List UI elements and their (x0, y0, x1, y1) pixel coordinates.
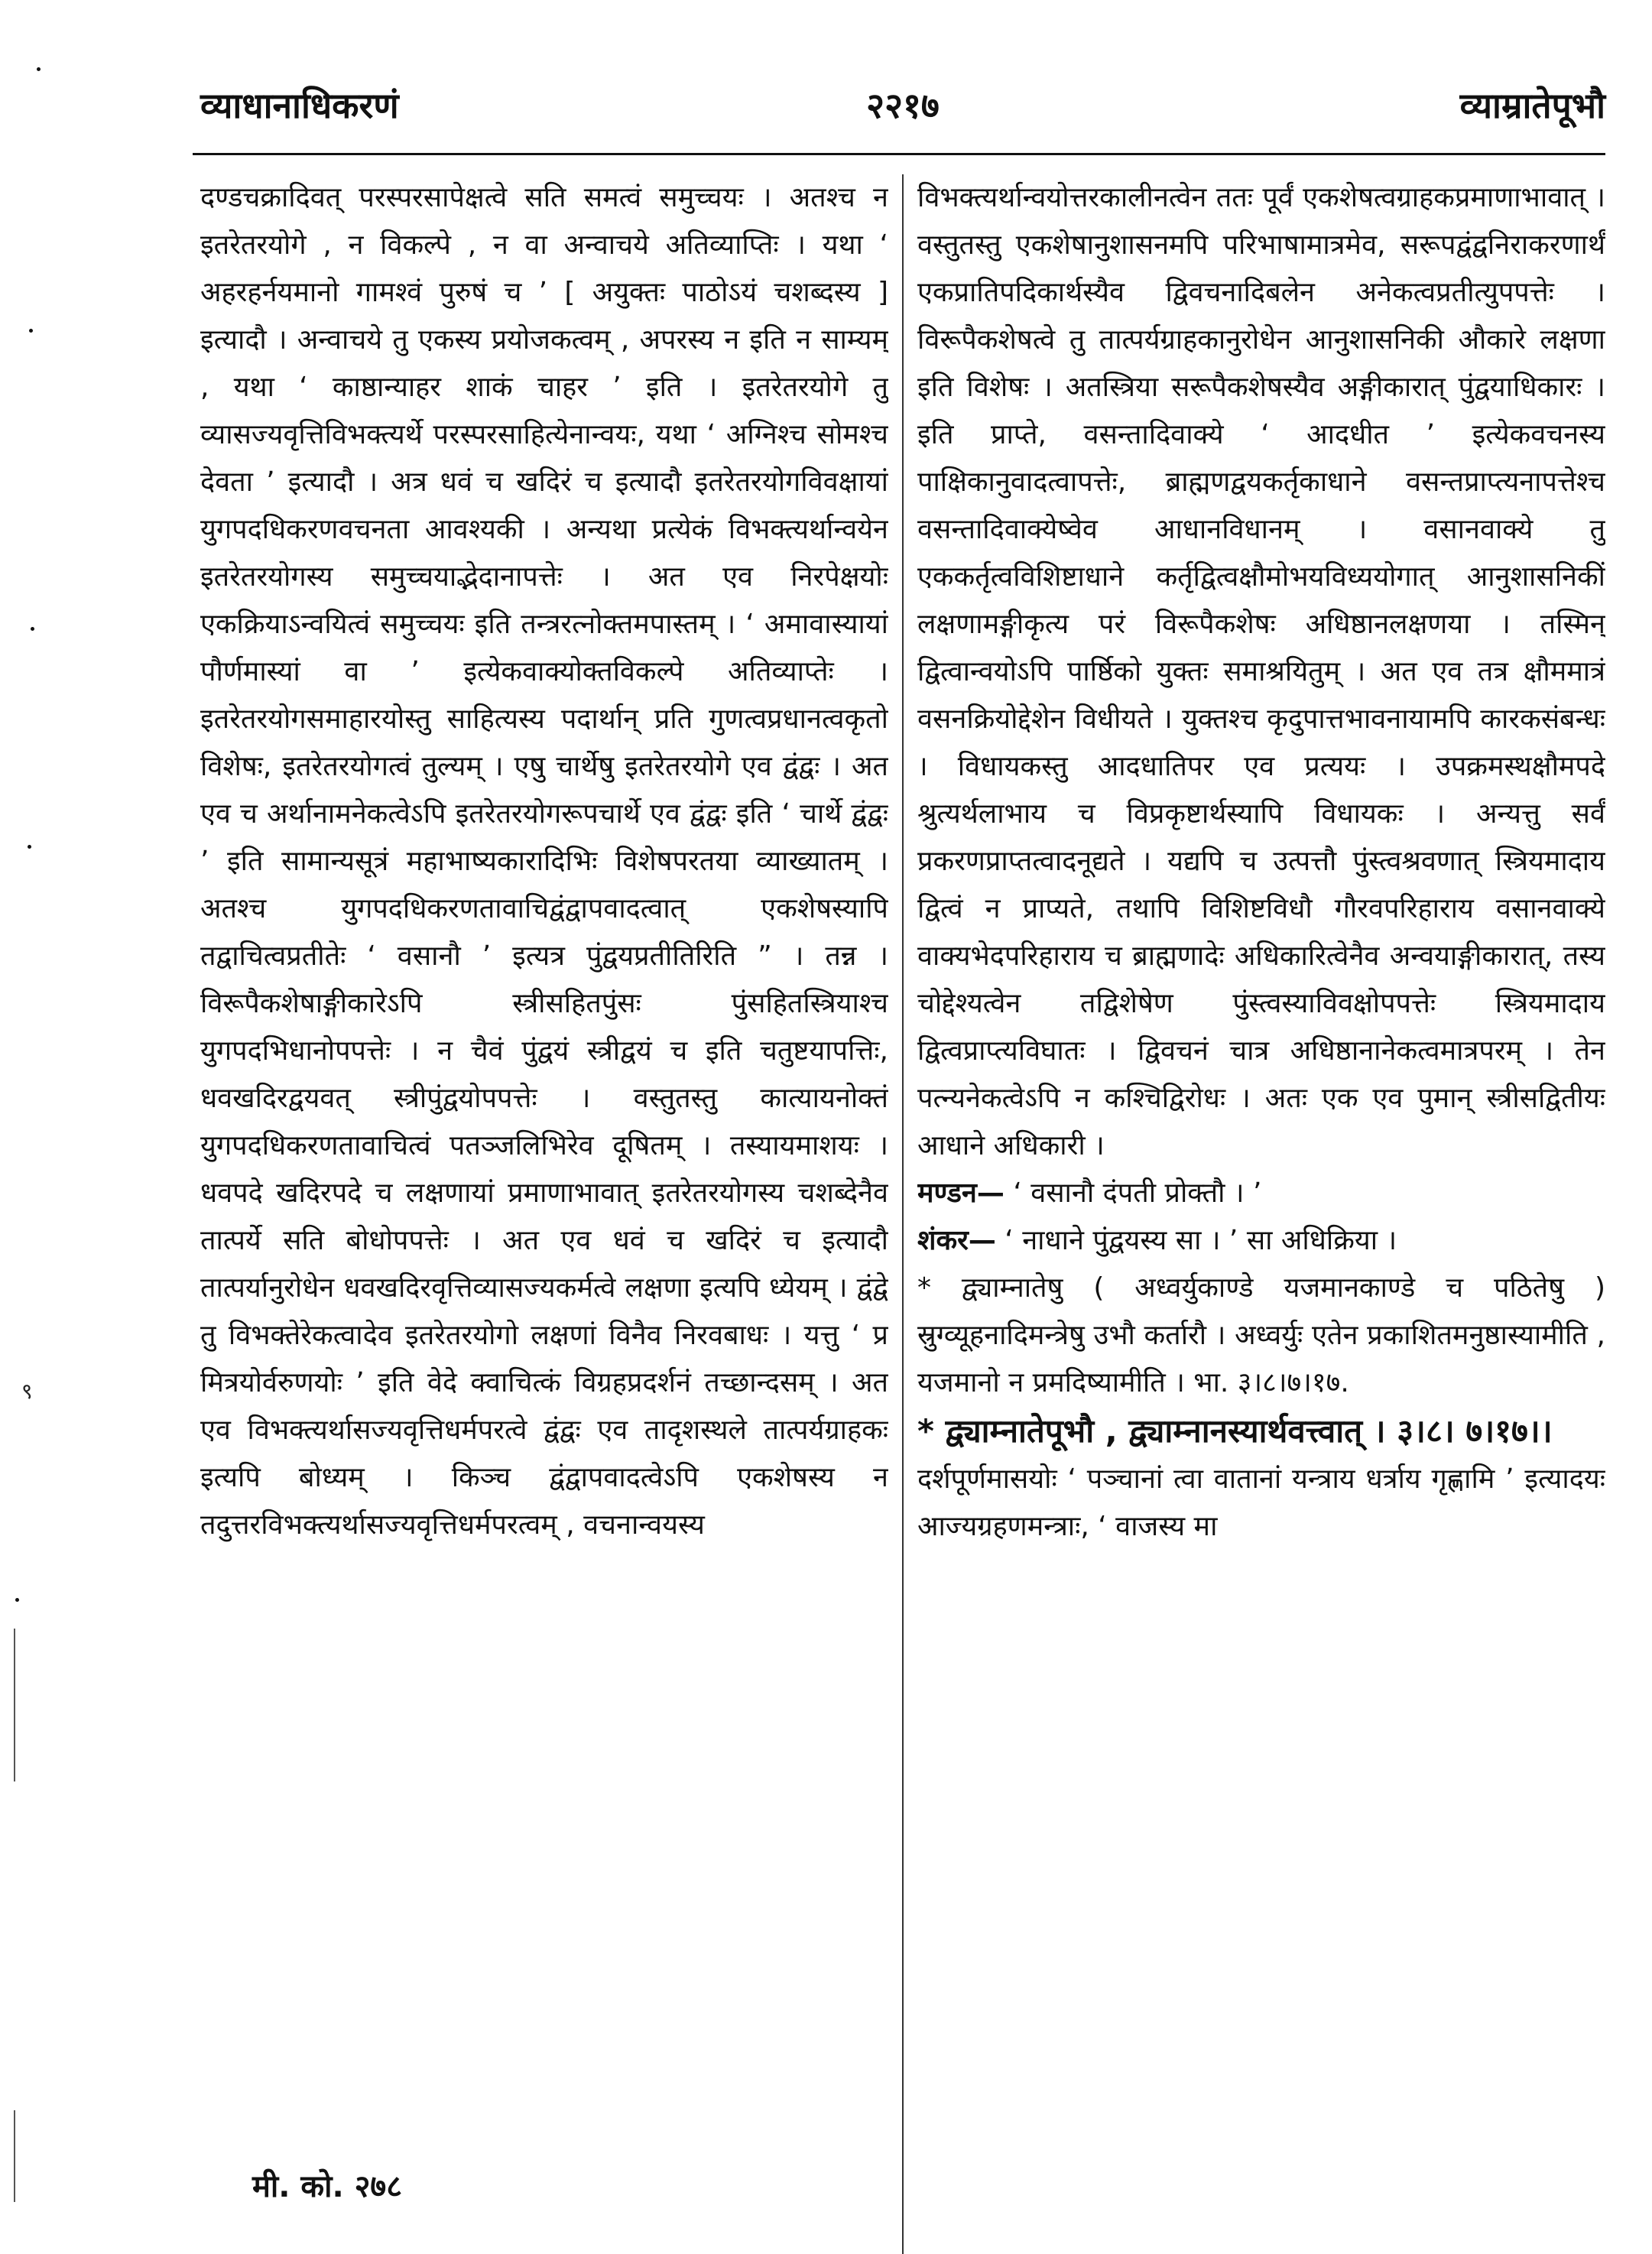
shankara-text: ‘ नाधाने पुंद्वयस्य सा । ’ सा अधिक्रिया । (995, 1225, 1397, 1256)
page-header (200, 73, 1605, 142)
running-head-left: व्याधानाधिकरणं (200, 85, 399, 126)
left-column (200, 174, 888, 2132)
margin-line (14, 2110, 15, 2202)
header-rule (193, 153, 1605, 155)
margin-speck (28, 845, 31, 849)
margin-speck (29, 329, 33, 333)
margin-line (14, 1629, 15, 1781)
mandana-verse (917, 1170, 1605, 1217)
left-column-text: दण्डचक्रादिवत् परस्परसापेक्षत्वे सति समत्वं समुच्चयः । अतश्च न इतरेतरयोगे , न विकल्पे , न वा अन्वाचये अतिव्याप्तिः । यथा ‘ अहरहर्नयमानो गामश्वं पुरुषं च ’ [ अयुक्तः पाठोऽयं चशब्दस्य ] इत्यादौ । अन्वाचये तु एकस्य प्रयोजकत्वम् , अपरस्य न इति न साम्यम् , यथा ‘ काष्ठान्याहर शाकं चाहर ’ इति । इतरेतरयोगे तु व्यासज्यवृत्तिविभक्त्यर्थे परस्परसाहित्येनान्वयः, यथा ‘ अग्निश्च सोमश्च देवता ’ इत्यादौ । अत्र धवं च खदिरं च इत्यादौ इतरेतरयोगविवक्षायां युगपदधिकरणवचनता आवश्यकी । अन्यथा प्रत्येकं विभक्त्यर्थान्वयेन इतरेतरयोगस्य समुच्चयाद्भेदानापत्तेः । अत एव निरपेक्षयोः एकक्रियाऽन्वयित्वं समुच्चयः इति तन्त्ररत्नोक्तमपास्तम् । ‘ अमावास्यायां पौर्णमास्यां वा ’ इत्येकवाक्योक्तविकल्पे अतिव्याप्तेः । इतरेतरयोगसमाहारयोस्तु साहित्यस्य पदार्थान् प्रति गुणत्वप्रधानत्वकृतो विशेषः, इतरेतरयोगत्वं तुल्यम् । एषु चार्थेषु इतरेतरयोगे एव द्वंद्वः । अत एव च अर्थानामनेकत्वेऽपि इतरेतरयोगरूपचार्थे एव द्वंद्वः इति ‘ चार्थे द्वंद्वः ’ इति सामान्यसूत्रं महाभाष्यकारादिभिः विशेषपरतया व्याख्यातम् । अतश्च युगपदधिकरणतावाचिद्वंद्वापवादत्वात् एकशेषस्यापि तद्वाचित्वप्रतीतेः ‘ वसानौ ’ इत्यत्र पुंद्वयप्रतीतिरिति ” । तन्न । विरूपैकशेषाङ्गीकारेऽपि स्त्रीसहितपुंसः पुंसहितस्त्रियाश्च युगपदभिधानोपपत्तेः । न चैवं पुंद्वयं स्त्रीद्वयं च इति चतुष्टयापत्तिः, धवखदिरद्वयवत् स्त्रीपुंद्वयोपपत्तेः । वस्तुतस्तु कात्यायनोक्तं युगपदधिकरणतावाचित्वं पतञ्जलिभिरेव दूषितम् । तस्यायमाशयः । धवपदे खदिरपदे च लक्षणायां प्रमाणाभावात् इतरेतरयोगस्य चशब्देनैव तात्पर्ये सति बोधोपपत्तेः । अत एव धवं च खदिरं च इत्यादौ तात्पर्यानुरोधेन धवखदिरवृत्तिव्यासज्यकर्मत्वे लक्षणा इत्यपि ध्येयम् । द्वंद्वे तु विभक्तेरेकत्वादेव इतरेतरयोगो लक्षणां विनैव निरवबाधः । यत्तु ‘ प्र मित्रयोर्वरुणयोः ’ इति वेदे क्वाचित्कं विग्रहप्रदर्शनं तच्छान्दसम् । अत एव विभक्त्यर्थासज्यवृत्तिधर्मपरत्वे द्वंद्वः एव तादृशस्थले तात्पर्यग्राहकः इत्यपि बोध्यम् । किञ्च द्वंद्वापवादत्वेऽपि एकशेषस्य न तदुत्तरविभक्त्यर्थासज्यवृत्तिधर्मपरत्वम् , वचनान्वयस्य (200, 182, 888, 1541)
right-column (917, 174, 1605, 2132)
margin-annotation: ९ (21, 1379, 33, 1404)
margin-speck (37, 67, 41, 71)
shankara-verse (917, 1217, 1605, 1265)
shankara-label: शंकर— (917, 1225, 996, 1256)
sutra-heading: * द्व्याम्नातेपूभौ , द्व्याम्नानस्यार्थवत्त्वात् । ३।८। ७।१७।। (917, 1412, 1553, 1450)
right-paragraph-3: दर्शपूर्णमासयोः ‘ पञ्चानां त्वा वातानां यन्त्राय धर्त्राय गृह्णामि ’ इत्यादयः आज्यग्रहणमन्त्राः, ‘ वाजस्य मा (917, 1463, 1605, 1542)
margin-speck (31, 627, 34, 631)
column-divider (902, 174, 904, 2254)
page-number: २२१७ (866, 85, 940, 126)
running-head-right: व्याम्रातेपूभौ (1459, 85, 1605, 126)
right-paragraph-1: विभक्त्यर्थान्वयोत्तरकालीनत्वेन ततः पूर्वं एकशेषत्वग्राहकप्रमाणाभावात् । वस्तुतस्तु एकशेषानुशासनमपि परिभाषामात्रमेव, सरूपद्वंद्वनिराकरणार्थं एकप्रातिपदिकार्थस्यैव द्विवचनादिबलेन अनेकत्वप्रतीत्युपपत्तेः । विरूपैकशेषत्वे तु तात्पर्यग्राहकानुरोधेन आनुशासनिकी औकारे लक्षणा इति विशेषः । अतस्त्रिया सरूपैकशेषस्यैव अङ्गीकारात् पुंद्वयाधिकारः । इति प्राप्ते, वसन्तादिवाक्ये ‘ आदधीत ’ इत्येकवचनस्य पाक्षिकानुवादत्वापत्तेः, ब्राह्मणद्वयकर्तृकाधाने वसन्तप्राप्त्यनापत्तेश्च वसन्तादिवाक्येष्वेव आधानविधानम् । वसानवाक्ये तु एककर्तृत्वविशिष्टाधाने कर्तृद्वित्वक्षौमोभयविध्ययोगात् आनुशासनिकीं लक्षणामङ्गीकृत्य परं विरूपैकशेषः अधिष्ठानलक्षणया । तस्मिन् द्वित्वान्वयोऽपि पार्ष्ठिको युक्तः समाश्रयितुम् । अत एव तत्र क्षौममात्रं वसनक्रियोद्देशेन विधीयते । युक्तश्च कृदुपात्तभावनायामपि कारकसंबन्धः । विधायकस्तु आदधातिपर एव प्रत्ययः । उपक्रमस्थक्षौमपदे श्रुत्यर्थलाभाय च विप्रकृष्टार्थस्यापि विधायकः । अन्यत्तु सर्वं प्रकरणप्राप्तत्वादनूद्यते । यद्यपि च उत्पत्तौ पुंस्त्वश्रवणात् स्त्रियमादाय द्वित्वं न प्राप्यते, तथापि विशिष्टविधौ गौरवपरिहाराय वसानवाक्ये वाक्यभेदपरिहाराय च ब्राह्मणादेः अधिकारित्वेनैव अन्वयाङ्गीकारात्, तस्य चोद्देश्यत्वेन तद्विशेषेण पुंस्त्वस्याविवक्षोपपत्तेः स्त्रियमादाय द्वित्वप्राप्त्यविघातः । द्विवचनं चात्र अधिष्ठानानेकत्वमात्रपरम् । तेन पत्न्यनेकत्वेऽपि न कश्चिद्विरोधः । अतः एक एव पुमान् स्त्रीसद्वितीयः आधाने अधिकारी । (917, 182, 1605, 1161)
mandana-label: मण्डन— (917, 1177, 1005, 1209)
mandana-text: ‘ वसानौ दंपती प्रोक्तौ । ’ (1004, 1177, 1262, 1209)
page-footer: मी. को. २७८ (252, 2169, 403, 2204)
right-paragraph-2: * द्व्याम्नातेषु ( अध्वर्युकाण्डे यजमानकाण्डे च पठितेषु ) स्रुग्व्यूहनादिमन्त्रेषु उभौ कर्तारौ । अध्वर्युः एतेन प्रकाशितमनुष्ठास्यामीति , यजमानो न प्रमदिष्यामीति । भा. ३।८।७।१७. (917, 1272, 1605, 1398)
margin-speck (15, 1598, 19, 1602)
